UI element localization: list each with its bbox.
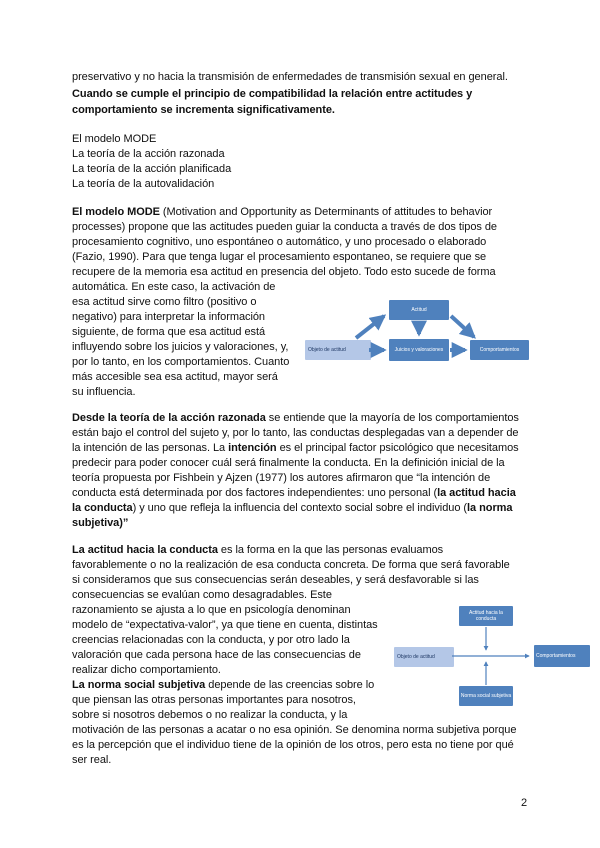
text-line: razonamiento se ajusta a lo que en psicología denominan xyxy=(72,604,351,616)
text-line xyxy=(72,411,519,425)
actitud-box: Actitud xyxy=(389,300,449,320)
text-line: preservativo y no hacia la transmisión de enfermedades de transmisión sexual en general. xyxy=(72,71,508,83)
list-item: La teoría de la autovalidación xyxy=(72,178,215,190)
text-line: favorablemente o no la realización de esa conducta concreta. De forma que será favorable xyxy=(72,559,510,571)
bold-term: La actitud hacia la conducta xyxy=(72,544,218,556)
text-line xyxy=(72,441,519,455)
text-line: modelo de “expectativa-valor”, ya que tiene en cuenta, distintas xyxy=(72,619,378,631)
text-line: están bajo el control del sujeto y, por lo tanto, las conductas desplegadas van a depender de xyxy=(72,427,519,439)
objeto-actitud-box: Objeto de actitud xyxy=(305,340,371,360)
text-line: Cuando se cumple el principio de compatibilidad la relación entre actitudes y xyxy=(72,88,473,100)
text-line: realizar dicho comportamiento. xyxy=(72,664,221,676)
bold-term: El modelo MODE xyxy=(72,206,160,218)
text-line: si consideramos que sus consecuencias serán deseables, y será desfavorable si las xyxy=(72,574,479,586)
text-line: teoría propuesta por Fishbein y Ajzen (1977) los autores afirmaron que “la intención de xyxy=(72,472,491,484)
text-line: más accesible sea esa actitud, mayor será xyxy=(72,371,278,383)
text-line: procesamiento cognitivo, uno espontáneo o automático, y uno procesado o elaborado xyxy=(72,236,487,248)
comportamientos-box: Comportamientos xyxy=(470,340,529,360)
text-line: que piensan las otras personas importantes para nosotros, xyxy=(72,694,356,706)
comportamientos-box: Comportamientos xyxy=(534,645,590,667)
objeto-actitud-box: Objeto de actitud xyxy=(394,647,454,667)
text-line xyxy=(72,501,512,515)
text-line: valoración que cada persona hace de las consecuencias de xyxy=(72,649,361,661)
list-item: El modelo MODE xyxy=(72,133,157,145)
text-line xyxy=(72,678,374,692)
bold-term: la norma xyxy=(467,502,513,514)
bold-term: intención xyxy=(228,442,277,454)
text-run: ) y uno que refleja la influencia del contexto social sobre el individuo ( xyxy=(132,502,468,514)
text-line: es la percepción que el individuo tiene de la opinión de los otros, pero esta no tiene por qué xyxy=(72,739,514,751)
bold-term: la actitud hacia xyxy=(437,487,516,499)
text-line: sobre si nosotros debemos o no realizar la conducta, y la xyxy=(72,709,348,721)
text-line: consecuencias se evalúan como desagradables. Este xyxy=(72,589,332,601)
text-line: negativo) para interpretar la información xyxy=(72,311,265,323)
text-line: siguiente, de forma que esa actitud está xyxy=(72,326,266,338)
text-line xyxy=(72,543,443,557)
norma-subjetiva-box: Norma social subjetiva xyxy=(459,686,513,706)
text-line: automática. En este caso, la activación de xyxy=(72,281,276,293)
arrow-objeto-actitud xyxy=(356,316,384,338)
text-run: es la forma en la que las personas evaluamos xyxy=(217,544,444,556)
text-run: la intención de las personas. La xyxy=(72,442,229,454)
actitud-conducta-box: Actitud hacia la conducta xyxy=(459,606,513,626)
text-line: recupere de la memoria esa actitud en presencia del objeto. Todo esto sucede de forma xyxy=(72,266,496,278)
text-line: ser real. xyxy=(72,754,112,766)
text-line: processes) propone que las actitudes pueden guiar la conducta a través de dos tipos de xyxy=(72,221,497,233)
text-line: esa actitud sirve como filtro (positivo o xyxy=(72,296,257,308)
bold-term: La norma social subjetiva xyxy=(72,679,206,691)
text-run: conducta está determinada por dos factores independientes: uno personal ( xyxy=(72,487,438,499)
text-run: se entiende que la mayoría de los comportamientos xyxy=(265,412,519,424)
list-item: La teoría de la acción razonada xyxy=(72,148,225,160)
text-line: subjetiva)” xyxy=(72,517,129,529)
text-line xyxy=(72,205,492,219)
text-line: influyendo sobre los juicios y valoraciones, y, xyxy=(72,341,289,353)
text-run: depende de las creencias sobre lo xyxy=(205,679,375,691)
text-line: motivación de las personas a acatar o no esa opinión. Se denomina norma subjetiva porque xyxy=(72,724,517,736)
list-item: La teoría de la acción planificada xyxy=(72,163,232,175)
bold-term: Desde la teoría de la acción razonada xyxy=(72,412,266,424)
text-line: (Fazio, 1990). Para que tenga lugar el procesamiento espontaneo, se requiere que se xyxy=(72,251,487,263)
text-line: creencias relacionadas con la conducta, y por otro lado la xyxy=(72,634,350,646)
juicios-box: Juicios y valoraciones xyxy=(389,339,449,361)
arrow-actitud-comportamientos xyxy=(451,316,474,337)
page-number: 2 xyxy=(521,797,528,809)
text-run: (Motivation and Opportunity as Determinants of attitudes to behavior xyxy=(159,206,493,218)
text-line: comportamiento se incrementa significativamente. xyxy=(72,104,335,116)
text-line: por lo tanto, en los comportamientos. Cuanto xyxy=(72,356,290,368)
text-line: predecir para poder conocer cuál será finalmente la conducta. En la definición inicial de la xyxy=(72,457,505,469)
text-run: es el principal factor psicológico que necesitamos xyxy=(276,442,519,454)
text-line xyxy=(72,486,516,500)
text-line: su influencia. xyxy=(72,386,136,398)
bold-term: la conducta xyxy=(72,502,133,514)
